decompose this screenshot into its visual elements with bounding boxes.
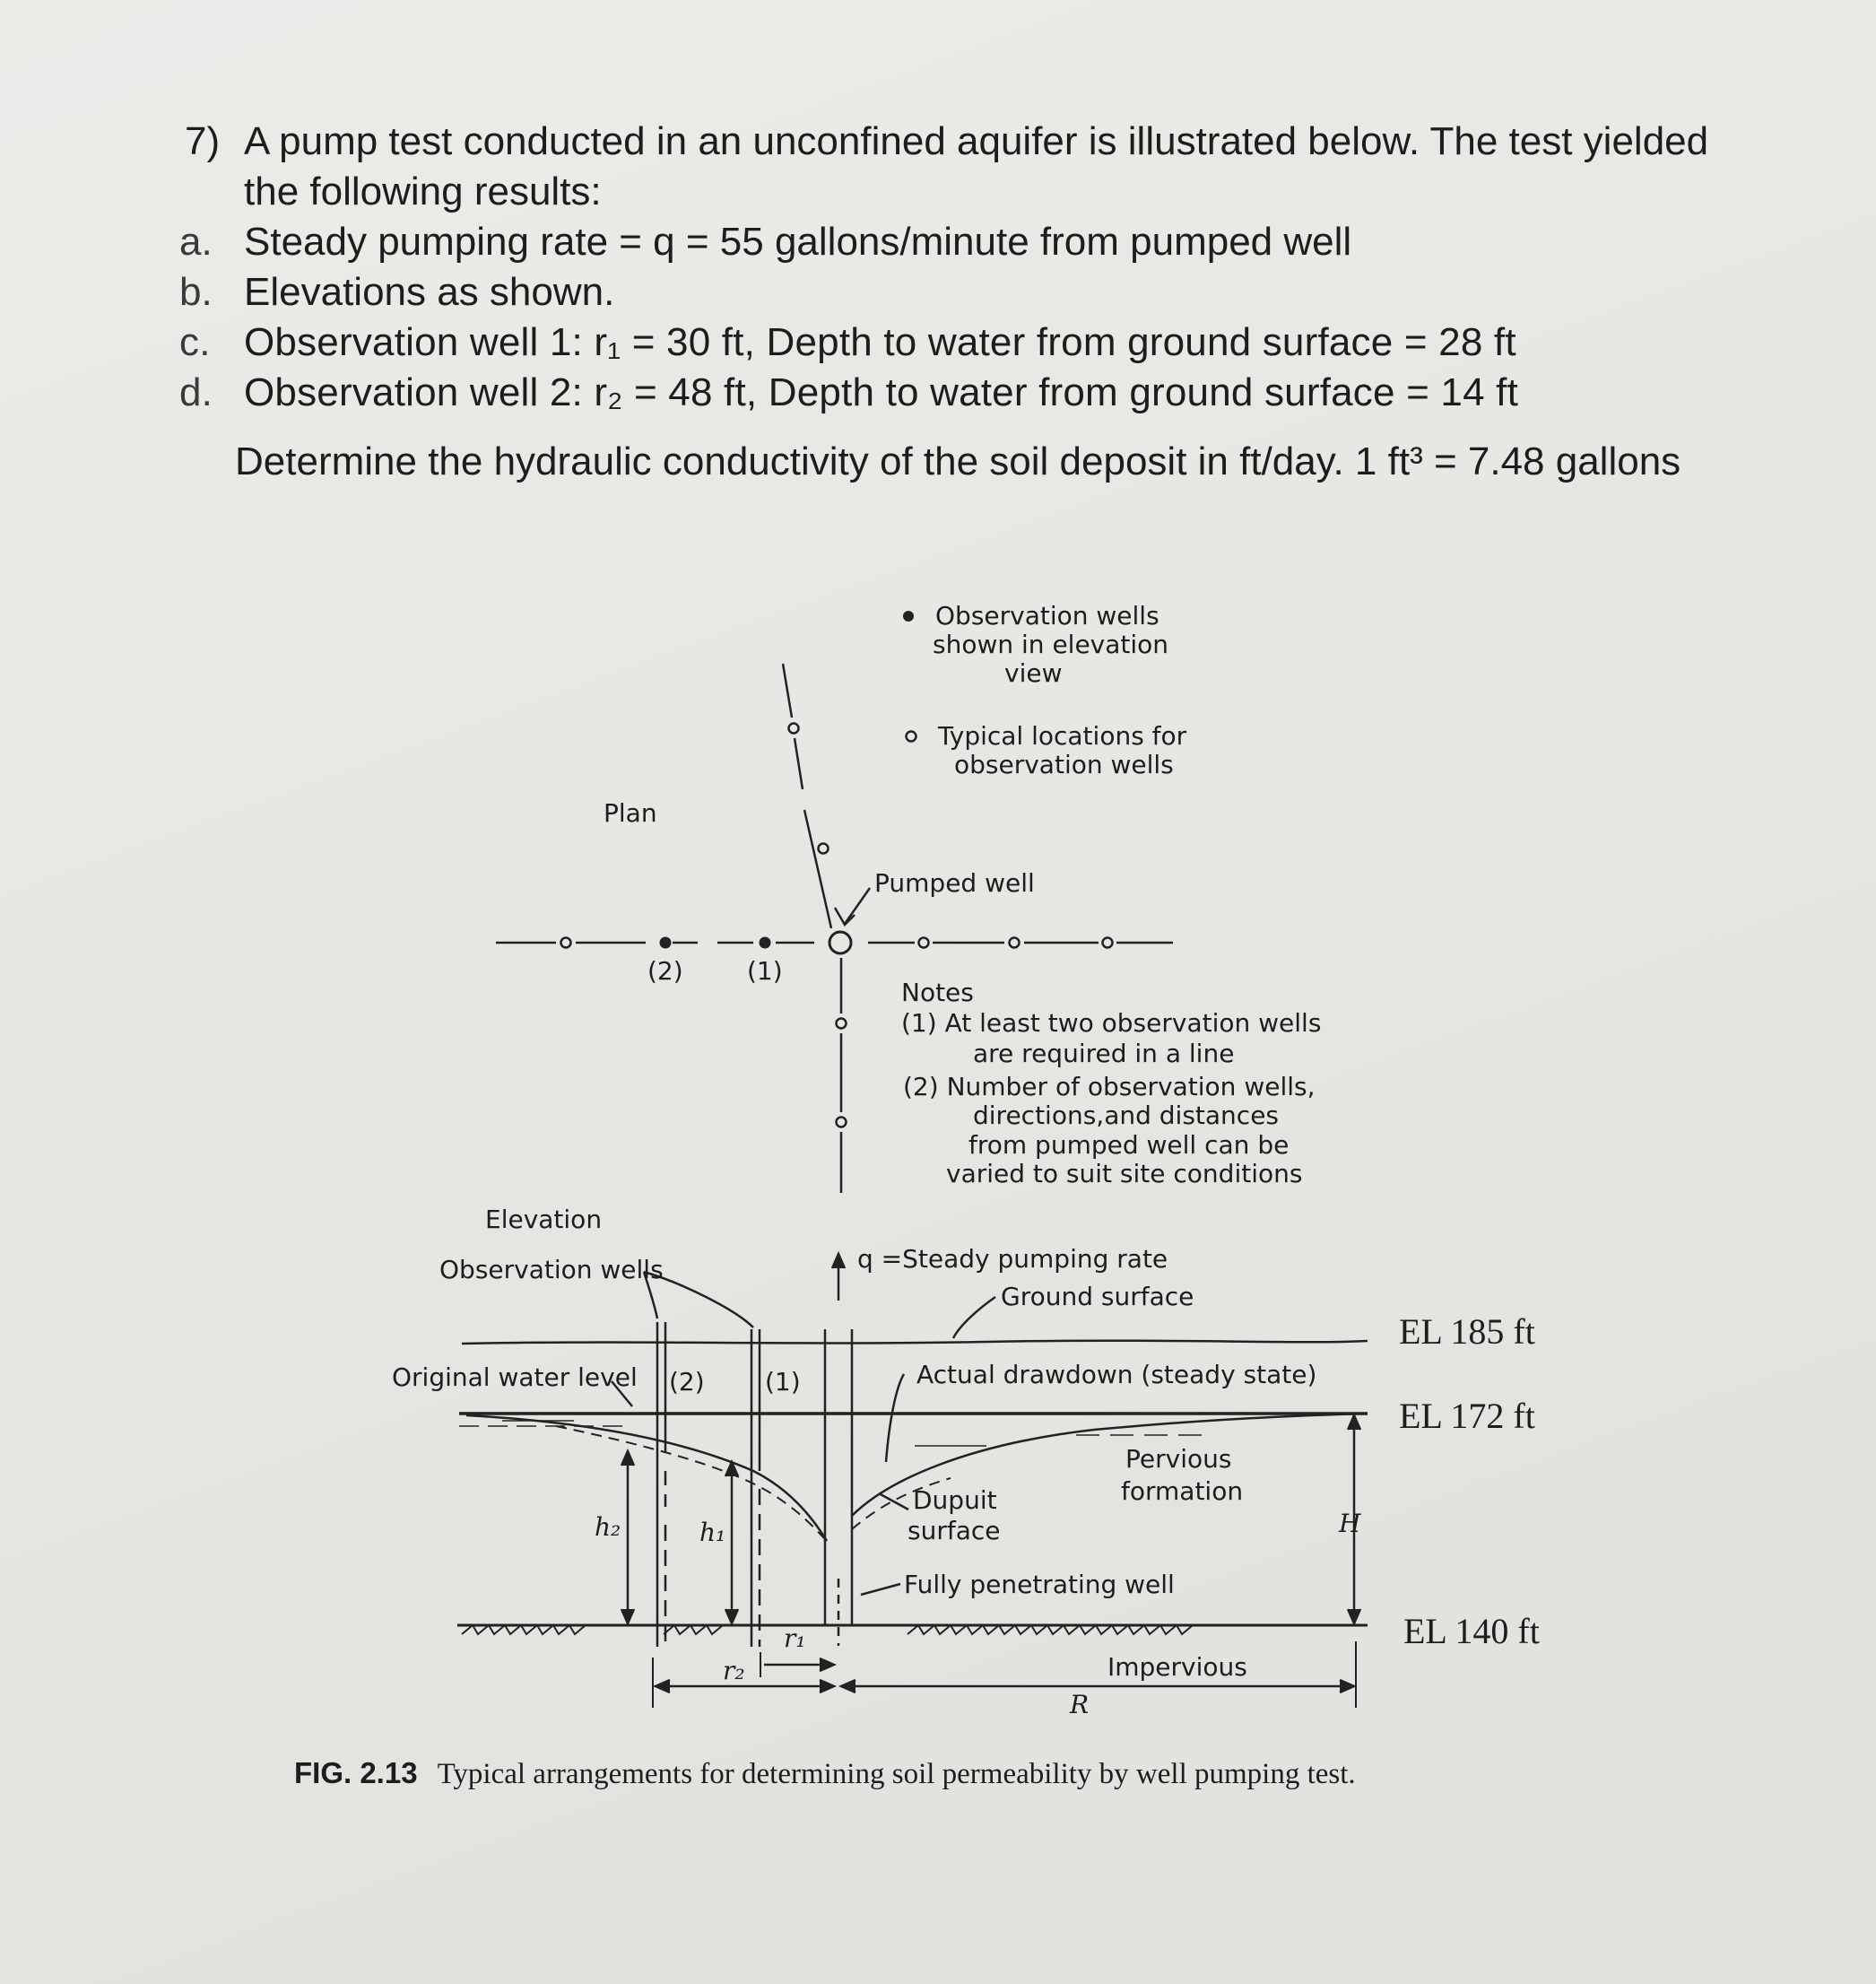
el-172-label: EL 172 ft: [1399, 1396, 1535, 1436]
item-text: Observation well 1: r₁ = 30 ft, Depth to water from ground surface = 28 ft: [244, 320, 1516, 364]
notes-title: Notes: [901, 978, 974, 1007]
plan-open-well-icon: [837, 1019, 847, 1029]
el-140-label: EL 140 ft: [1403, 1611, 1540, 1651]
pervious-label-line2: formation: [1121, 1476, 1244, 1506]
item-marker: c.: [179, 320, 211, 364]
item-text: Elevations as shown.: [244, 270, 615, 314]
observation-well-1: [751, 1329, 760, 1647]
note-2-line2: directions,and distances: [973, 1101, 1280, 1130]
note-2-line3: from pumped well can be: [968, 1130, 1290, 1160]
plan-open-well-icon: [789, 724, 799, 734]
impervious-label: Impervious: [1107, 1652, 1247, 1682]
item-marker: b.: [179, 270, 213, 314]
el-185-label: EL 185 ft: [1399, 1311, 1535, 1352]
open-well-legend-icon: [907, 732, 916, 742]
problem-intro-text: A pump test conducted in an unconfined aquifer is illustrated below. The test yielded the following results:: [244, 119, 1709, 213]
pumped-well-label: Pumped well: [874, 868, 1035, 898]
caption-text: Typical arrangements for determining soil permeability by well pumping test.: [437, 1758, 1356, 1790]
pumping-rate-label: q =Steady pumping rate: [857, 1244, 1168, 1274]
plan-open-well-icon: [1010, 938, 1020, 948]
problem-number: 7): [185, 119, 221, 163]
observation-well-2: [657, 1322, 665, 1647]
problem-question: Determine the hydraulic conductivity of the soil deposit in ft/day. 1 ft³ = 7.48 gallons: [235, 439, 1681, 483]
figure-caption: [294, 1754, 1550, 1793]
ground-surface-line: [462, 1341, 1368, 1344]
plan-open-well-icon: [1103, 938, 1113, 948]
elevation-title: Elevation: [485, 1205, 603, 1234]
legend-filled-line1: Observation wells: [935, 601, 1159, 631]
note-2-line4: varied to suit site conditions: [946, 1159, 1303, 1188]
note-1-line1: (1) At least two observation wells: [901, 1008, 1322, 1038]
fully-penetrating-label: Fully penetrating well: [904, 1570, 1175, 1599]
item-marker: a.: [179, 220, 213, 264]
item-marker: d.: [179, 370, 213, 414]
h2-label: h₂: [595, 1512, 621, 1542]
h1-label: h₁: [699, 1518, 726, 1547]
plan-well-1-label: (1): [747, 956, 783, 986]
caption-number: FIG. 2.13: [294, 1756, 418, 1789]
item-text: Observation well 2: r₂ = 48 ft, Depth to water from ground surface = 14 ft: [244, 370, 1519, 414]
plan-title: Plan: [604, 798, 657, 828]
elevation-well-2-label: (2): [669, 1367, 705, 1397]
original-water-level-label: Original water level: [392, 1362, 638, 1392]
legend-open-line1: Typical locations for: [938, 721, 1187, 751]
dupuit-label-line2: surface: [908, 1516, 1001, 1545]
legend-filled-line3: view: [1004, 658, 1063, 688]
plan-open-well-icon: [837, 1118, 847, 1127]
plan-open-well-icon: [919, 938, 929, 948]
ground-surface-label: Ground surface: [1001, 1282, 1194, 1311]
actual-drawdown-curve: [466, 1415, 827, 1541]
note-2-line1: (2) Number of observation wells,: [903, 1072, 1316, 1101]
note-1-line2: are required in a line: [973, 1039, 1235, 1068]
dupuit-label-line1: Dupuit: [913, 1485, 997, 1515]
pumping-rate-arrow-icon: [832, 1254, 845, 1268]
plan-observation-well-1-icon: [760, 937, 771, 949]
plan-observation-well-2-icon: [660, 937, 672, 949]
item-text: Steady pumping rate = q = 55 gallons/minute from pumped well: [244, 220, 1352, 264]
plan-open-well-icon: [819, 844, 829, 854]
legend-open-line2: observation wells: [954, 750, 1174, 779]
elevation-well-1-label: (1): [765, 1367, 801, 1397]
r1-label: r₁: [784, 1623, 806, 1653]
R-label: R: [1070, 1690, 1090, 1719]
actual-drawdown-label: Actual drawdown (steady state): [916, 1360, 1317, 1389]
plan-well-2-label: (2): [647, 956, 683, 986]
plan-open-well-icon: [561, 938, 571, 948]
filled-well-legend-icon: [903, 611, 914, 622]
H-label: H: [1339, 1509, 1361, 1538]
legend-filled-line2: shown in elevation: [933, 630, 1169, 659]
observation-wells-label: Observation wells: [439, 1255, 664, 1284]
r2-label: r₂: [723, 1656, 745, 1685]
plan-pumped-well-icon: [829, 932, 851, 953]
pervious-label-line1: Pervious: [1125, 1444, 1232, 1474]
pumped-well: [825, 1329, 852, 1646]
